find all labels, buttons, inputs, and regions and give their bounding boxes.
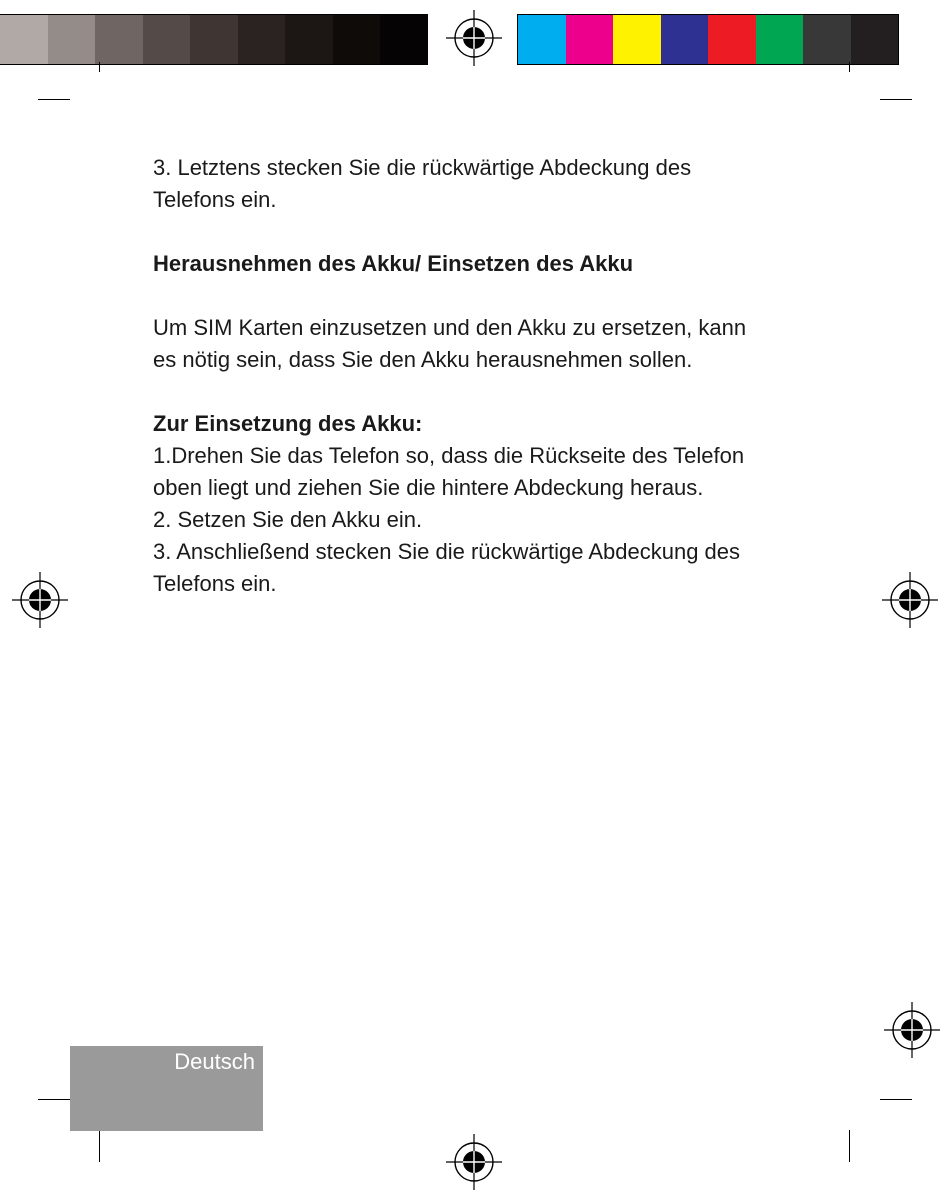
crop-mark <box>880 99 912 100</box>
body-paragraph <box>153 440 813 600</box>
manual-page-content <box>153 152 813 600</box>
crop-mark <box>38 99 70 100</box>
color-swatch <box>708 15 756 64</box>
crop-mark <box>849 62 850 72</box>
language-tab-label: Deutsch <box>174 1049 255 1074</box>
crop-mark <box>99 62 100 72</box>
text-line: 1.Drehen Sie das Telefon so, dass die Rückseite des Telefon <box>153 443 745 468</box>
text-line: Um SIM Karten einzusetzen und den Akku zu ersetzen, kann <box>153 315 747 340</box>
paragraph-gap <box>153 376 813 408</box>
text-line: es nötig sein, dass Sie den Akku herausnehmen sollen. <box>153 347 693 372</box>
color-swatch <box>518 15 566 64</box>
gray-swatch <box>143 15 191 64</box>
text-line: Telefons ein. <box>153 571 277 596</box>
text-line: Zur Einsetzung des Akku: <box>153 411 423 436</box>
section-heading <box>153 248 813 280</box>
color-swatch-bar <box>517 14 899 65</box>
registration-target-icon <box>884 1002 940 1058</box>
text-line: Herausnehmen des Akku/ Einsetzen des Akku <box>153 251 634 276</box>
gray-swatch <box>380 15 428 64</box>
gray-swatch <box>48 15 96 64</box>
text-line: 2. Setzen Sie den Akku ein. <box>153 507 423 532</box>
color-swatch <box>803 15 851 64</box>
paragraph-gap <box>153 280 813 312</box>
section-heading <box>153 408 813 440</box>
text-line: 3. Letztens stecken Sie die rückwärtige Abdeckung des <box>153 155 692 180</box>
gray-swatch <box>285 15 333 64</box>
paragraph-gap <box>153 216 813 248</box>
registration-target-icon <box>882 572 938 628</box>
body-paragraph <box>153 312 813 376</box>
language-tab <box>70 1046 263 1131</box>
crop-mark <box>38 1099 70 1100</box>
grayscale-swatch-bar <box>0 14 428 65</box>
color-swatch <box>566 15 614 64</box>
gray-swatch <box>333 15 381 64</box>
registration-target-icon <box>446 1134 502 1190</box>
text-line: oben liegt und ziehen Sie die hintere Abdeckung heraus. <box>153 475 704 500</box>
color-swatch <box>756 15 804 64</box>
crop-mark <box>880 1099 912 1100</box>
color-swatch <box>661 15 709 64</box>
crop-mark <box>99 1130 100 1162</box>
text-line: Telefons ein. <box>153 187 277 212</box>
color-swatch <box>851 15 899 64</box>
crop-mark <box>849 1130 850 1162</box>
gray-swatch <box>0 15 48 64</box>
registration-target-icon <box>12 572 68 628</box>
body-paragraph <box>153 152 813 216</box>
gray-swatch <box>190 15 238 64</box>
gray-swatch <box>238 15 286 64</box>
color-swatch <box>613 15 661 64</box>
registration-target-icon <box>446 10 502 66</box>
gray-swatch <box>95 15 143 64</box>
text-line: 3. Anschließend stecken Sie die rückwärtige Abdeckung des <box>153 539 741 564</box>
